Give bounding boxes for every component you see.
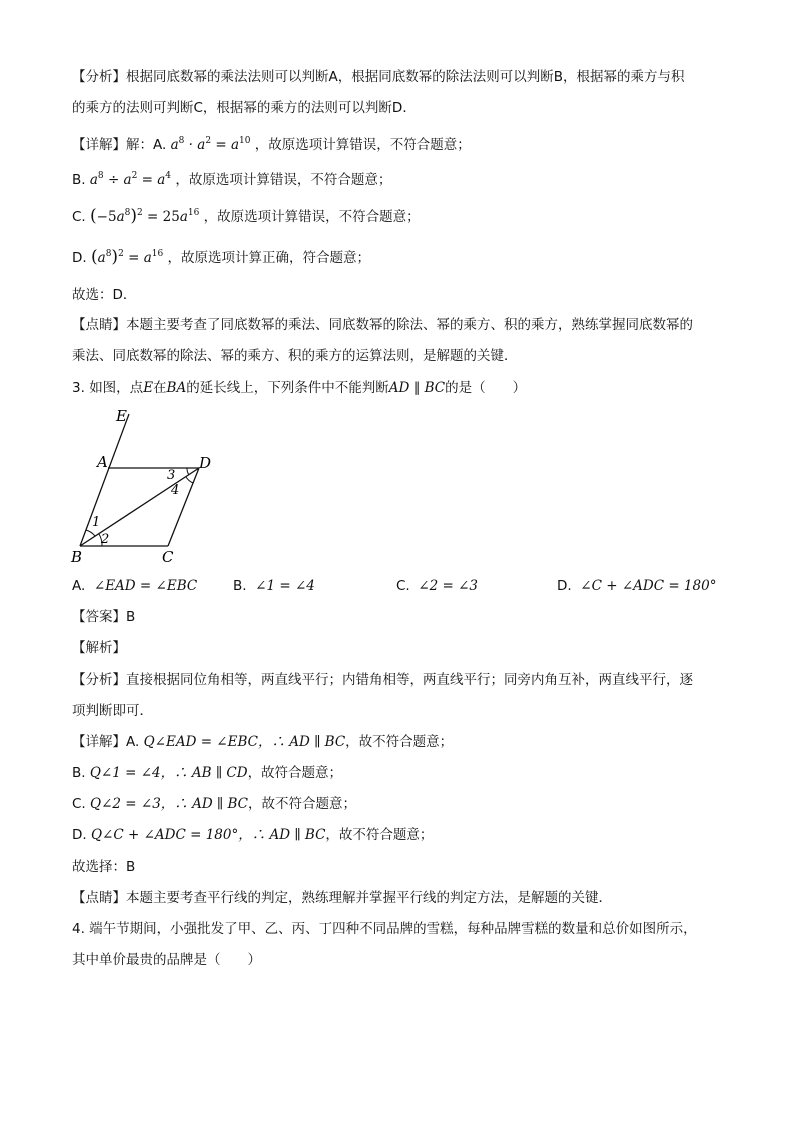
q3-detail-a-label: 【详解】A. xyxy=(72,734,140,750)
q3-figure xyxy=(66,402,236,572)
q3-detail-d-math: Q∠C + ∠ADC = 180°，∴ AD ∥ BC xyxy=(90,827,326,843)
q2-answer: 故选：D． xyxy=(72,287,137,303)
label-angle-1: 1 xyxy=(92,515,101,530)
q3-stem xyxy=(72,378,526,398)
q2-detail-b xyxy=(72,170,391,190)
q2-detail-prefix: 【详解】解：A. xyxy=(72,137,167,153)
q3-segment-ba: BA xyxy=(166,380,187,396)
q3-answer-tag: 【答案】B xyxy=(72,609,136,625)
q2-analysis-line1: 【分析】根据同底数幂的乘法法则可以判断A，根据同底数幂的除法法则可以判断B，根据幂的乘方与积 xyxy=(72,69,685,85)
q2-comment-line2: 乘法、同底数幂的除法、幂的乘方、积的乘方的运算法则，是解题的关键． xyxy=(72,348,518,364)
q3-point-e: E xyxy=(143,380,154,396)
q3-detail-b-math: Q∠1 = ∠4，∴ AB ∥ CD xyxy=(89,765,248,781)
q2-formula-c: $(-5a^8)^2 = 25a^{16}$ xyxy=(90,206,200,226)
choice-a xyxy=(72,576,197,596)
choice-c xyxy=(396,576,478,596)
q3-detail-a xyxy=(72,732,453,752)
q3-line-ad: AD xyxy=(388,380,410,396)
q3-line-bc: BC xyxy=(424,380,446,396)
q2-b-text: ，故原选项计算错误，不符合题意； xyxy=(175,172,392,188)
choice-c-text: ∠2 = ∠3 xyxy=(418,578,479,594)
label-b: B xyxy=(71,548,83,566)
q2-detail-c xyxy=(72,206,420,227)
q2-b-label: B. xyxy=(72,172,86,188)
label-e: E xyxy=(116,407,127,425)
q2-formula-d: $(a^8)^2 = a^{16}$ xyxy=(90,247,164,267)
q2-comment-line1: 【点睛】本题主要考查了同底数幂的乘法、同底数幂的除法、幂的乘方、积的乘方，熟练掌握同底数幂的 xyxy=(72,317,693,333)
q3-number: 3. xyxy=(72,380,85,396)
label-angle-3: 3 xyxy=(167,468,176,483)
choice-d-text: ∠C + ∠ADC = 180° xyxy=(580,578,717,594)
q2-analysis-line2: 的乘方的法则可判断C，根据幂的乘方的法则可以判断D． xyxy=(72,100,416,116)
choice-d xyxy=(557,576,716,596)
q2-formula-a: $a^8 \cdot a^2 = a^{10}$ xyxy=(170,135,251,153)
q2-d-label: D. xyxy=(72,250,87,266)
q4-stem-line2: 其中单价最贵的品牌是（ ） xyxy=(72,952,261,968)
q2-c-label: C. xyxy=(72,209,86,225)
label-angle-4: 4 xyxy=(171,483,180,498)
q3-comment: 【点睛】本题主要考查平行线的判定，熟练理解并掌握平行线的判定方法，是解题的关键． xyxy=(72,890,612,906)
q3-detail-d xyxy=(72,825,433,845)
q2-formula-b: $a^8 \div a^2 = a^4$ xyxy=(89,170,172,188)
choice-b-label: B. xyxy=(233,578,247,594)
q3-answer: 故选择：B xyxy=(72,859,136,875)
q3-detail-c-text: ，故不符合题意； xyxy=(247,796,356,812)
q2-detail-a xyxy=(72,135,471,155)
q2-c-text: ，故原选项计算错误，不符合题意； xyxy=(203,209,420,225)
q3-explain-tag: 【解析】 xyxy=(72,640,126,656)
angle-arc-1 xyxy=(86,530,95,536)
q3-stem-part1: 如图，点 xyxy=(89,380,144,396)
choice-b xyxy=(233,576,315,596)
line-be xyxy=(80,414,129,546)
q3-detail-c-label: C. xyxy=(72,796,86,812)
q2-a-text: ，故原选项计算错误，不符合题意； xyxy=(254,137,471,153)
q3-detail-a-math: Q∠EAD = ∠EBC，∴ AD ∥ BC xyxy=(143,734,346,750)
q3-detail-c xyxy=(72,794,356,814)
q3-stem-part2: 在 xyxy=(153,380,167,396)
q3-detail-b xyxy=(72,763,342,783)
q3-stem-part3: 的延长线上，下列条件中不能判断 xyxy=(186,380,389,396)
q4-stem-line1: 4. 端午节期间，小强批发了甲、乙、丙、丁四种不同品牌的雪糕，每种品牌雪糕的数量和总价如图所示， xyxy=(72,921,697,937)
q3-detail-b-label: B. xyxy=(72,765,86,781)
label-c: C xyxy=(162,548,174,566)
label-a: A xyxy=(97,453,108,471)
q2-detail-d xyxy=(72,247,370,268)
choice-d-label: D. xyxy=(557,578,572,594)
label-d: D xyxy=(199,454,212,472)
q3-parallel-symbol: ∥ xyxy=(413,380,421,396)
line-bd xyxy=(80,468,199,546)
q2-d-text: ，故原选项计算正确，符合题意； xyxy=(167,250,370,266)
q3-stem-part4: 的是（ ） xyxy=(445,380,527,396)
choice-a-text: ∠EAD = ∠EBC xyxy=(93,578,198,594)
label-angle-2: 2 xyxy=(101,532,110,547)
q3-detail-d-label: D. xyxy=(72,827,87,843)
choice-a-label: A. xyxy=(72,578,86,594)
q3-detail-a-text: ，故不符合题意； xyxy=(345,734,454,750)
q3-analysis-line2: 项判断即可． xyxy=(72,703,153,719)
q3-detail-b-text: ，故符合题意； xyxy=(247,765,343,781)
q3-detail-d-text: ，故不符合题意； xyxy=(325,827,434,843)
q3-detail-c-math: Q∠2 = ∠3，∴ AD ∥ BC xyxy=(90,796,248,812)
choice-c-label: C. xyxy=(396,578,410,594)
q3-analysis-line1: 【分析】直接根据同位角相等，两直线平行；内错角相等，两直线平行；同旁内角互补，两直线平行，逐 xyxy=(72,672,693,688)
angle-arc-4 xyxy=(186,477,193,483)
angle-arc-3 xyxy=(187,468,189,475)
choice-b-text: ∠1 = ∠4 xyxy=(255,578,315,594)
